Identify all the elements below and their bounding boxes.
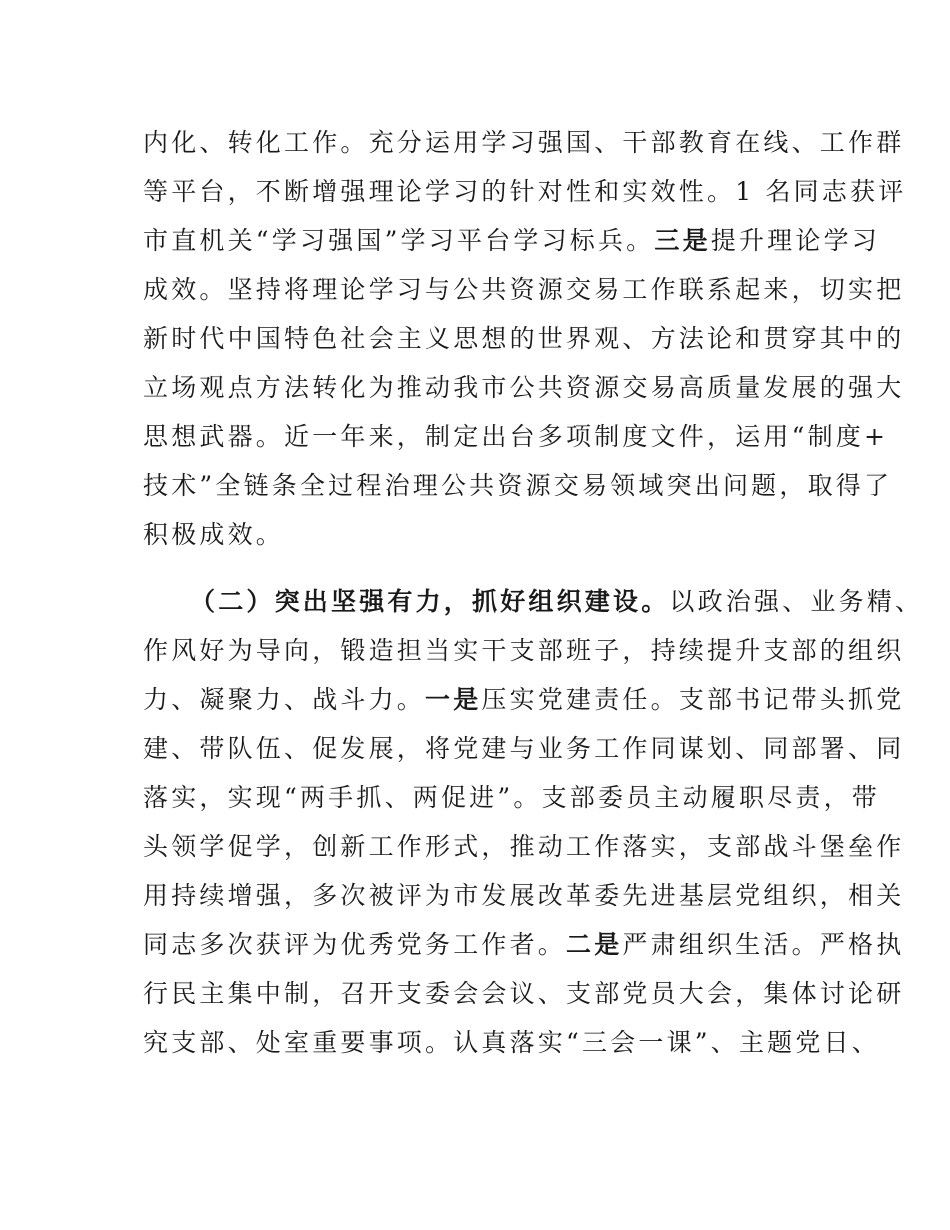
text-line: 等平台，不断增强理论学习的针对性和实效性。1 名同志获评 [143,177,907,206]
text-line: 行民主集中制，召开支委会会议、支部党员大会，集体讨论研 [143,979,905,1008]
text-line: 成效。坚持将理论学习与公共资源交易工作联系起来，切实把 [143,275,905,304]
text-span: 严肃组织生活。严格执 [622,930,905,959]
text-line: 内化、转化工作。充分运用学习强国、干部教育在线、工作群 [143,128,905,157]
text-span: 同志多次获评为优秀党务工作者。 [143,930,567,959]
text-line: 建、带队伍、促发展，将党建与业务工作同谋划、同部署、同 [143,734,905,763]
text-span: 力、凝聚力、战斗力。 [143,685,426,714]
section-heading-line [190,584,923,620]
text-line: 作风好为导向，锻造担当实干支部班子，持续提升支部的组织 [143,636,905,665]
text-line [143,682,904,718]
text-line: 技术”全链条全过程治理公共资源交易领域突出问题，取得了 [143,471,893,500]
text-span: 市直机关“学习强国”学习平台学习标兵。 [143,226,655,255]
text-span: 以政治强、业务精、 [669,587,924,616]
text-line [143,223,880,259]
text-span: 提升理论学习 [710,226,880,255]
bold-lead: 三是 [654,226,711,255]
section-heading: （二）突出坚强有力，抓好组织建设。 [190,587,670,616]
text-line: 思想武器。近一年来，制定出台多项制度文件，运用“制度+ [143,422,889,451]
text-line: 积极成效。 [143,520,285,549]
text-line [143,927,904,963]
text-line: 新时代中国特色社会主义思想的世界观、方法论和贯穿其中的 [143,324,905,353]
text-line: 用持续增强，多次被评为市发展改革委先进基层党组织，相关 [143,881,905,910]
text-line: 究支部、处室重要事项。认真落实“三会一课”、主题党日、 [143,1028,880,1057]
text-line: 立场观点方法转化为推动我市公共资源交易高质量发展的强大 [143,373,905,402]
text-line: 落实，实现“两手抓、两促进”。支部委员主动履职尽责，带 [143,783,880,812]
bold-lead: 二是 [566,930,623,959]
text-span: 压实党建责任。支部书记带头抓党 [481,685,905,714]
text-line: 头领学促学，创新工作形式，推动工作落实，支部战斗堡垒作 [143,832,905,861]
bold-lead: 一是 [425,685,482,714]
